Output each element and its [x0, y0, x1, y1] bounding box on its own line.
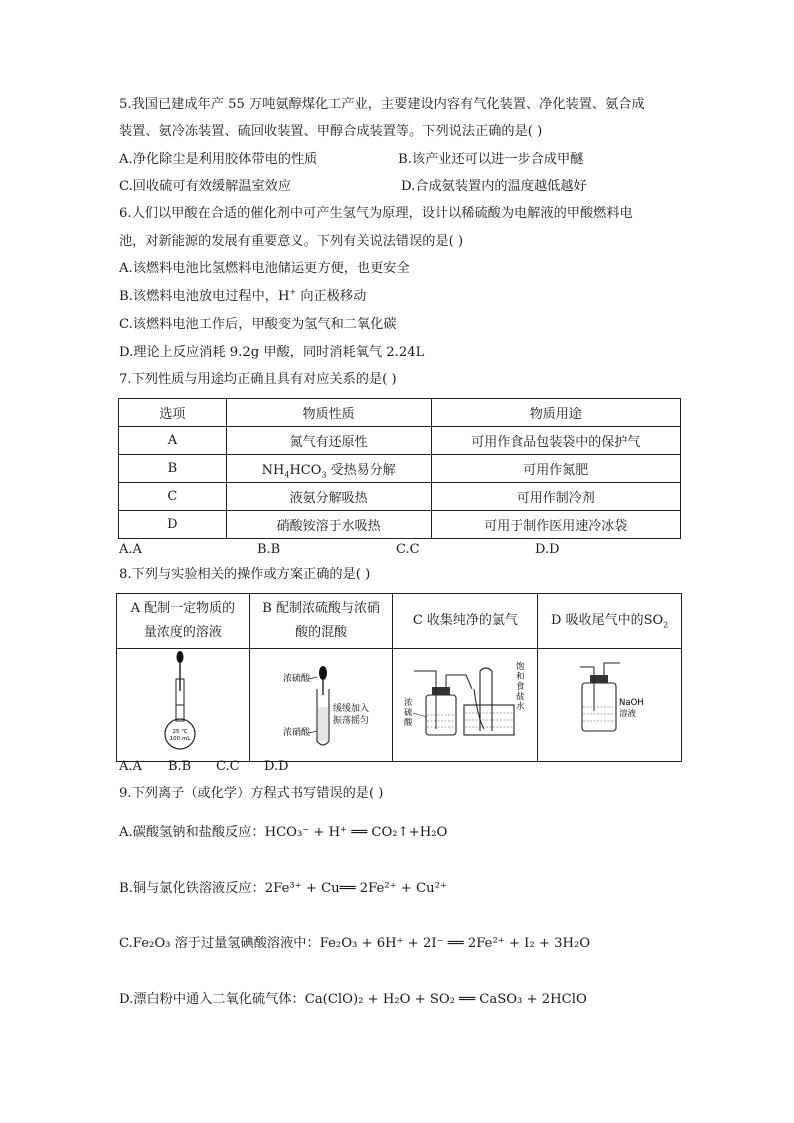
q5-option-a: A.净化除尘是利用胶体带电的性质: [119, 152, 318, 167]
q5-option-d: D.合成氨装置内的温度越低越好: [401, 179, 587, 194]
svg-text:振荡摇匀: 振荡摇匀: [333, 716, 370, 726]
svg-text:缓缓加入: 缓缓加入: [333, 704, 370, 714]
q9-option-d: D.漂白粉中通入二氧化硫气体：Ca(ClO)₂ + H₂O + SO₂ ══ CaSO₃ + 2HClO: [119, 992, 587, 1007]
q7-stem: 7.下列性质与用途均正确且具有对应关系的是( ): [119, 372, 397, 387]
figure-cell-b: [249, 649, 393, 762]
q6-option-c: C.该燃料电池工作后，甲酸变为氢气和二氧化碳: [119, 317, 397, 332]
svg-text:盐: 盐: [516, 692, 525, 702]
q7-answer-b: B.B: [257, 542, 281, 557]
basin-icon: [464, 705, 514, 735]
q9-option-b: B.铜与氯化铁溶液反应：2Fe³⁺ + Cu══ 2Fe²⁺ + Cu²⁺: [119, 881, 447, 896]
q7-answer-d: D.D: [535, 542, 560, 557]
svg-text:水: 水: [516, 702, 525, 712]
table-row: [117, 649, 682, 762]
use-cell: 可用于制作医用速冷冰袋: [431, 511, 681, 539]
q9-option-c: C.Fe₂O₃ 溶于过量氢碘酸溶液中：Fe₂O₃ + 6H⁺ + 2I⁻ ══ 2Fe²⁺ + I₂ + 3H₂O: [119, 936, 591, 951]
svg-text:溶液: 溶液: [618, 709, 636, 719]
header-cell-b: B 配制浓硫酸与浓硝 酸的混酸: [249, 594, 393, 649]
q8-table: [116, 593, 682, 762]
svg-text:浓硝酸: 浓硝酸: [283, 728, 311, 738]
q8-answer-b: B.B: [168, 759, 192, 774]
q6-stem-line1: 6.人们以甲酸在合适的催化剂中可产生氢气为原理，设计以稀硫酸为电解液的甲酸燃料电: [119, 206, 633, 221]
table-row: [119, 511, 681, 539]
figure-cell-a: [117, 649, 250, 762]
figure-cell-c: [393, 649, 538, 762]
q5-option-c: C.回收硫可有效缓解温室效应: [119, 179, 292, 194]
svg-text:25 ℃: 25 ℃: [172, 729, 188, 735]
q5-stem-line2: 装置、氨冷冻装置、硫回收装置、甲醇合成装置等。下列说法正确的是( ): [119, 124, 543, 139]
property-cell: 液氨分解吸热: [226, 483, 431, 511]
volumetric-flask-figure: [118, 649, 248, 757]
header-cell-d: D 吸收尾气中的$SO_2$: [538, 594, 682, 649]
use-cell: 可用作食品包装袋中的保护气: [431, 427, 681, 455]
q9-option-a: A.碳酸氢钠和盐酸反应：HCO₃⁻ + H⁺ ══ CO₂↑+H₂O: [119, 825, 448, 840]
option-cell: B: [119, 455, 227, 483]
figure-cell-d: [538, 649, 682, 762]
svg-text:硫: 硫: [404, 708, 413, 718]
q6-option-b: B.该燃料电池放电过程中，H+ 向正极移动: [119, 287, 367, 304]
table-row: [119, 427, 681, 455]
header-cell: 物质性质: [226, 399, 431, 427]
q6-option-d: D.理论上反应消耗 9.2g 甲酸，同时消耗氧气 2.24L: [119, 345, 425, 360]
q6-option-a: A.该燃料电池比氢燃料电池储运更方便，也更安全: [119, 261, 410, 276]
svg-text:食: 食: [516, 682, 525, 692]
naoh-absorption-figure: [540, 649, 680, 757]
q8-answer-a: A.A: [119, 759, 142, 774]
header-cell: 选项: [119, 399, 227, 427]
q8-stem: 8.下列与实验相关的操作或方案正确的是( ): [119, 567, 371, 582]
mixing-acid-figure: [251, 649, 391, 757]
q9-stem: 9.下列离子（或化学）方程式书写错误的是( ): [119, 786, 384, 801]
q8-answer-c: C.C: [216, 759, 240, 774]
svg-text:酸: 酸: [404, 718, 413, 728]
svg-text:和: 和: [516, 672, 525, 682]
q5-stem-line1: 5.我国已建成年产 55 万吨氨醇煤化工产业，主要建设内容有气化装置、净化装置、氨合成: [119, 97, 645, 112]
property-cell: $NH_4HCO_3$ 受热易分解: [226, 455, 431, 483]
header-cell-c: C 收集纯净的氯气: [393, 594, 538, 649]
option-cell: A: [119, 427, 227, 455]
q7-table: [118, 398, 681, 539]
use-cell: 可用作制冷剂: [431, 483, 681, 511]
q5-option-b: B.该产业还可以进一步合成甲醚: [398, 152, 584, 167]
table-header-row: [117, 594, 682, 649]
header-cell-a: A 配制一定物质的 量浓度的溶液: [117, 594, 250, 649]
use-cell: 可用作氮肥: [431, 455, 681, 483]
q6-stem-line2: 池，对新能源的发展有重要意义。下列有关说法错误的是( ): [119, 234, 464, 249]
svg-text:NaOH: NaOH: [618, 698, 644, 708]
property-cell: 氮气有还原性: [226, 427, 431, 455]
svg-text:浓硫酸: 浓硫酸: [283, 674, 311, 684]
q7-answer-a: A.A: [119, 542, 142, 557]
svg-text:饱: 饱: [516, 662, 525, 672]
svg-text:浓: 浓: [404, 698, 413, 708]
cylinder-icon: [480, 668, 492, 731]
property-cell: 硝酸铵溶于水吸热: [226, 511, 431, 539]
chlorine-collection-figure: [394, 649, 536, 757]
dropper-bulb-icon: [176, 651, 183, 663]
option-cell: D: [119, 511, 227, 539]
table-row: [119, 455, 681, 483]
dropper-bulb-icon: [319, 666, 327, 680]
table-header-row: [119, 399, 681, 427]
option-cell: C: [119, 483, 227, 511]
header-cell: 物质用途: [431, 399, 681, 427]
svg-text:100 mL: 100 mL: [169, 736, 191, 742]
q8-answer-d: D.D: [264, 759, 289, 774]
table-row: [119, 483, 681, 511]
q7-answer-c: C.C: [396, 542, 420, 557]
